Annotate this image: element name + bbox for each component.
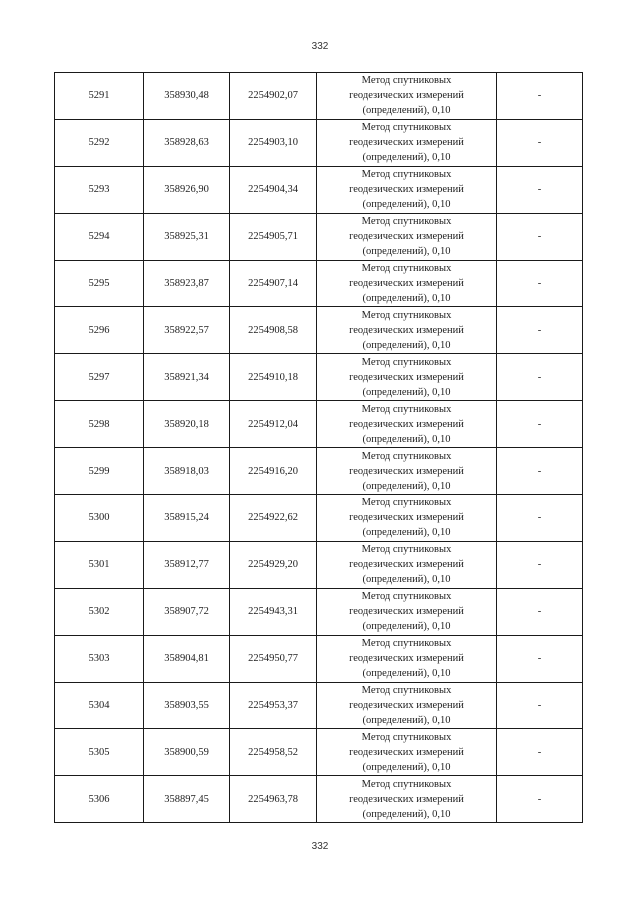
method-text-line: Метод спутниковых — [361, 450, 452, 462]
x-coordinate-cell: 358903,55 — [144, 682, 230, 729]
table-row — [55, 776, 583, 823]
point-number-cell: 5301 — [55, 541, 144, 588]
method-text-line: геодезических измерений — [349, 231, 464, 243]
method-text-line: геодезических измерений — [349, 746, 464, 758]
point-number-cell: 5298 — [55, 401, 144, 448]
table-row — [55, 260, 583, 307]
point-number-cell: 5299 — [55, 448, 144, 495]
method-text-line: Метод спутниковых — [361, 544, 452, 556]
note-cell: - — [497, 729, 583, 776]
x-coordinate-cell: 358930,48 — [144, 73, 230, 120]
method-cell — [317, 682, 497, 729]
note-cell: - — [497, 119, 583, 166]
page-number-bottom: 332 — [311, 841, 329, 852]
point-number-cell: 5300 — [55, 495, 144, 542]
coordinates-table-body — [55, 73, 583, 823]
method-text-line: (определений), 0,10 — [362, 761, 451, 773]
method-text-line: (определений), 0,10 — [362, 433, 451, 445]
x-coordinate-cell: 358912,77 — [144, 541, 230, 588]
note-cell: - — [497, 448, 583, 495]
table-row — [55, 729, 583, 776]
point-number-cell: 5305 — [55, 729, 144, 776]
method-cell — [317, 635, 497, 682]
y-coordinate-cell: 2254910,18 — [230, 354, 317, 401]
point-number-cell: 5306 — [55, 776, 144, 823]
method-text-line: геодезических измерений — [349, 184, 464, 196]
method-text-line: Метод спутниковых — [361, 309, 452, 321]
coordinates-table — [54, 72, 583, 823]
y-coordinate-cell: 2254950,77 — [230, 635, 317, 682]
method-cell — [317, 541, 497, 588]
page-number-top: 332 — [311, 41, 329, 52]
method-text-line: Метод спутниковых — [361, 638, 452, 650]
method-text-line: Метод спутниковых — [361, 263, 452, 274]
method-text-line: Метод спутниковых — [361, 731, 452, 743]
y-coordinate-cell: 2254907,14 — [230, 260, 317, 307]
method-cell — [317, 213, 497, 260]
note-cell: - — [497, 401, 583, 448]
x-coordinate-cell: 358921,34 — [144, 354, 230, 401]
method-cell — [317, 354, 497, 401]
x-coordinate-cell: 358923,87 — [144, 260, 230, 307]
x-coordinate-cell: 358897,45 — [144, 776, 230, 823]
method-text-line: (определений), 0,10 — [362, 480, 451, 492]
method-text-line: (определений), 0,10 — [362, 105, 451, 117]
x-coordinate-cell: 358907,72 — [144, 588, 230, 635]
x-coordinate-cell: 358928,63 — [144, 119, 230, 166]
note-cell: - — [497, 495, 583, 542]
x-coordinate-cell: 358915,24 — [144, 495, 230, 542]
table-row — [55, 588, 583, 635]
note-cell: - — [497, 588, 583, 635]
method-text-line: (определений), 0,10 — [362, 574, 451, 586]
x-coordinate-cell: 358920,18 — [144, 401, 230, 448]
y-coordinate-cell: 2254929,20 — [230, 541, 317, 588]
table-row — [55, 354, 583, 401]
method-text-line: Метод спутниковых — [361, 122, 452, 134]
method-text-line: геодезических измерений — [349, 512, 464, 524]
method-cell — [317, 73, 497, 120]
method-text-line: геодезических измерений — [349, 90, 464, 102]
y-coordinate-cell: 2254916,20 — [230, 448, 317, 495]
y-coordinate-cell: 2254903,10 — [230, 119, 317, 166]
y-coordinate-cell: 2254943,31 — [230, 588, 317, 635]
method-cell — [317, 307, 497, 354]
note-cell: - — [497, 541, 583, 588]
method-text-line: (определений), 0,10 — [362, 246, 451, 258]
method-cell — [317, 588, 497, 635]
method-text-line: геодезических измерений — [349, 137, 464, 149]
point-number-cell: 5292 — [55, 119, 144, 166]
table-row — [55, 213, 583, 260]
method-text-line: Метод спутниковых — [361, 685, 452, 697]
point-number-cell: 5291 — [55, 73, 144, 120]
method-text-line: (определений), 0,10 — [362, 293, 451, 304]
note-cell: - — [497, 73, 583, 120]
point-number-cell: 5302 — [55, 588, 144, 635]
method-text-line: геодезических измерений — [349, 559, 464, 571]
x-coordinate-cell: 358900,59 — [144, 729, 230, 776]
method-cell — [317, 495, 497, 542]
method-text-line: Метод спутниковых — [361, 591, 452, 603]
note-cell: - — [497, 354, 583, 401]
table-row — [55, 495, 583, 542]
x-coordinate-cell: 358922,57 — [144, 307, 230, 354]
note-cell: - — [497, 776, 583, 823]
method-text-line: геодезических измерений — [349, 324, 464, 336]
x-coordinate-cell: 358925,31 — [144, 213, 230, 260]
table-row — [55, 166, 583, 213]
method-text-line: геодезических измерений — [349, 606, 464, 618]
method-cell — [317, 166, 497, 213]
note-cell: - — [497, 213, 583, 260]
method-text-line: (определений), 0,10 — [362, 199, 451, 211]
method-text-line: геодезических измерений — [349, 418, 464, 430]
method-text-line: геодезических измерений — [349, 653, 464, 665]
method-text-line: Метод спутниковых — [361, 497, 452, 509]
note-cell: - — [497, 307, 583, 354]
method-cell — [317, 729, 497, 776]
note-cell: - — [497, 635, 583, 682]
table-row — [55, 401, 583, 448]
point-number-cell: 5293 — [55, 166, 144, 213]
method-cell — [317, 776, 497, 823]
note-cell: - — [497, 260, 583, 307]
table-row — [55, 682, 583, 729]
method-text-line: Метод спутниковых — [361, 778, 452, 790]
method-text-line: Метод спутниковых — [361, 216, 452, 228]
y-coordinate-cell: 2254902,07 — [230, 73, 317, 120]
y-coordinate-cell: 2254958,52 — [230, 729, 317, 776]
point-number-cell: 5297 — [55, 354, 144, 401]
y-coordinate-cell: 2254953,37 — [230, 682, 317, 729]
method-text-line: геодезических измерений — [349, 278, 464, 289]
method-text-line: геодезических измерений — [349, 371, 464, 383]
x-coordinate-cell: 358926,90 — [144, 166, 230, 213]
note-cell: - — [497, 682, 583, 729]
method-cell — [317, 448, 497, 495]
method-cell — [317, 401, 497, 448]
method-text-line: Метод спутниковых — [361, 403, 452, 415]
method-cell — [317, 260, 497, 307]
note-cell: - — [497, 166, 583, 213]
method-text-line: геодезических измерений — [349, 465, 464, 477]
method-text-line: Метод спутниковых — [361, 356, 452, 368]
method-text-line: (определений), 0,10 — [362, 715, 451, 727]
method-text-line: (определений), 0,10 — [362, 668, 451, 680]
method-text-line: Метод спутниковых — [361, 75, 452, 87]
method-text-line: геодезических измерений — [349, 700, 464, 712]
y-coordinate-cell: 2254904,34 — [230, 166, 317, 213]
method-text-line: (определений), 0,10 — [362, 527, 451, 539]
point-number-cell: 5295 — [55, 260, 144, 307]
method-text-line: (определений), 0,10 — [362, 621, 451, 633]
method-text-line: геодезических измерений — [349, 793, 464, 805]
table-row — [55, 119, 583, 166]
table-row — [55, 635, 583, 682]
method-text-line: (определений), 0,10 — [362, 152, 451, 164]
method-text-line: (определений), 0,10 — [362, 339, 451, 351]
method-text-line: Метод спутниковых — [361, 169, 452, 181]
x-coordinate-cell: 358918,03 — [144, 448, 230, 495]
table-row — [55, 541, 583, 588]
method-text-line: (определений), 0,10 — [362, 808, 451, 820]
table-row — [55, 448, 583, 495]
y-coordinate-cell: 2254963,78 — [230, 776, 317, 823]
y-coordinate-cell: 2254912,04 — [230, 401, 317, 448]
point-number-cell: 5296 — [55, 307, 144, 354]
method-text-line: (определений), 0,10 — [362, 386, 451, 398]
x-coordinate-cell: 358904,81 — [144, 635, 230, 682]
y-coordinate-cell: 2254905,71 — [230, 213, 317, 260]
method-cell — [317, 119, 497, 166]
table-row — [55, 73, 583, 120]
point-number-cell: 5294 — [55, 213, 144, 260]
point-number-cell: 5303 — [55, 635, 144, 682]
y-coordinate-cell: 2254922,62 — [230, 495, 317, 542]
table-row — [55, 307, 583, 354]
y-coordinate-cell: 2254908,58 — [230, 307, 317, 354]
point-number-cell: 5304 — [55, 682, 144, 729]
